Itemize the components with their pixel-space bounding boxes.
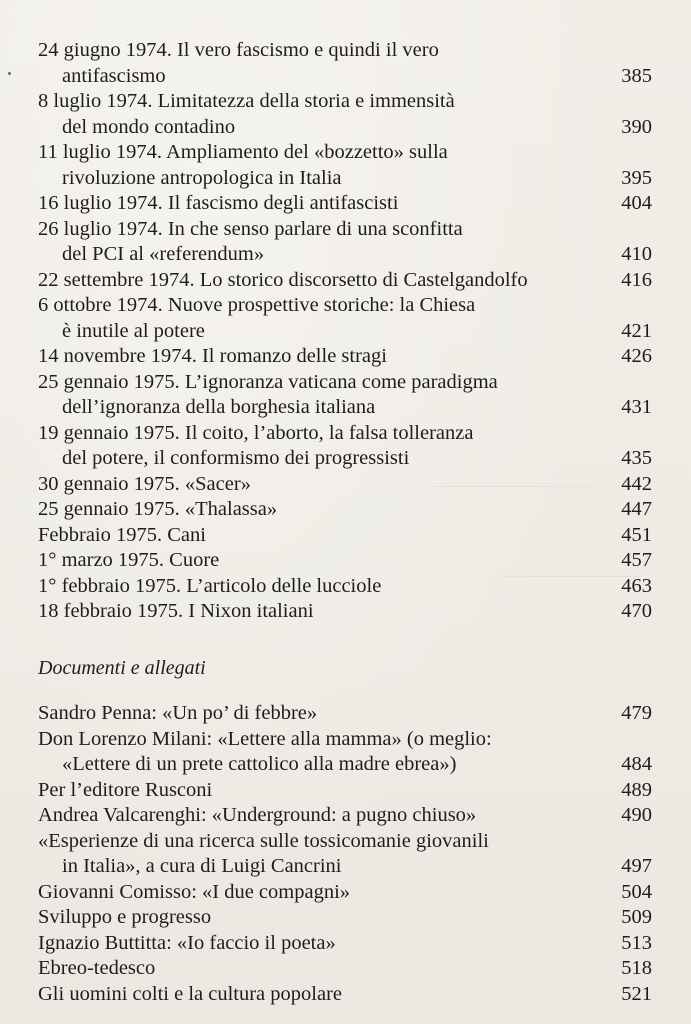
toc-entry-line xyxy=(38,829,652,855)
entry-title: Gli uomini colti e la cultura popolare xyxy=(38,982,342,1005)
toc-entry xyxy=(38,370,652,421)
toc-entry-line xyxy=(38,701,652,727)
toc-entry-line xyxy=(38,370,652,396)
toc-entry xyxy=(38,727,652,778)
toc-entry xyxy=(38,344,652,370)
page-number: 484 xyxy=(621,753,652,775)
toc-entry-line xyxy=(38,727,652,753)
page-number: 513 xyxy=(621,931,652,954)
entry-title: 25 gennaio 1975. L’ignoranza vaticana come paradigma xyxy=(38,370,498,393)
toc-entry-line xyxy=(38,778,652,804)
toc-entry xyxy=(38,956,652,982)
entry-title: «Lettere di un prete cattolico alla madre ebrea») xyxy=(62,753,457,775)
toc-entry xyxy=(38,140,652,191)
toc-entry-line xyxy=(38,752,652,778)
toc-entry-line xyxy=(38,982,652,1008)
toc-entry-line xyxy=(38,242,652,268)
toc-entry xyxy=(38,778,652,804)
toc-entry-line xyxy=(38,268,652,294)
toc-entry-line xyxy=(38,523,652,549)
page-number: 489 xyxy=(621,778,652,801)
toc-entry-line xyxy=(38,217,652,243)
page-number: 426 xyxy=(621,345,652,367)
toc-entry-line xyxy=(38,115,652,141)
entry-title: Don Lorenzo Milani: «Lettere alla mamma» (o meglio: xyxy=(38,727,492,750)
entry-title: 16 luglio 1974. Il fascismo degli antifascisti xyxy=(38,192,399,214)
toc-entry xyxy=(38,599,652,625)
entry-title: Febbraio 1975. Cani xyxy=(38,523,206,546)
toc-entry-line xyxy=(38,421,652,447)
page-number: 521 xyxy=(621,982,652,1005)
entry-title: è inutile al potere xyxy=(62,319,205,342)
toc-entry xyxy=(38,574,652,600)
page-number: 509 xyxy=(621,906,652,928)
toc-entry-line xyxy=(38,574,652,600)
toc-entry-line xyxy=(38,599,652,625)
toc-entry xyxy=(38,217,652,268)
toc-entry xyxy=(38,268,652,294)
entry-title: Sviluppo e progresso xyxy=(38,906,212,928)
entry-title: 25 gennaio 1975. «Thalassa» xyxy=(38,498,278,520)
toc-entry-line xyxy=(38,319,652,345)
entry-title: Andrea Valcarenghi: «Underground: a pugno chiuso» xyxy=(38,804,477,826)
entry-title: 22 settembre 1974. Lo storico discorsetto di Castelgandolfo xyxy=(38,268,528,291)
toc-entry-line xyxy=(38,191,652,217)
page-number: 463 xyxy=(621,574,652,597)
documents-list xyxy=(38,701,652,1007)
page-number: 497 xyxy=(621,855,652,877)
margin-mark xyxy=(8,72,11,75)
toc-entry-line xyxy=(38,395,652,421)
page-number: 442 xyxy=(621,472,652,495)
toc-entry-line xyxy=(38,880,652,906)
toc-entry xyxy=(38,523,652,549)
entry-title: del mondo contadino xyxy=(62,115,236,138)
page-number: 490 xyxy=(621,804,652,826)
toc-entry-line xyxy=(38,497,652,523)
entry-title: Sandro Penna: «Un po’ di febbre» xyxy=(38,702,318,724)
entry-title: 1° marzo 1975. Cuore xyxy=(38,549,220,571)
toc-entry xyxy=(38,421,652,472)
entry-title: rivoluzione antropologica in Italia xyxy=(62,166,342,189)
toc-entry xyxy=(38,497,652,523)
page-number: 404 xyxy=(621,192,652,214)
entry-title: 24 giugno 1974. Il vero fascismo e quindi il vero xyxy=(38,39,439,61)
toc-entry xyxy=(38,191,652,217)
toc-entry xyxy=(38,982,652,1008)
toc-entry-line xyxy=(38,344,652,370)
toc-entry-line xyxy=(38,166,652,192)
section-heading: Documenti e allegati xyxy=(38,657,206,679)
toc-entry-line xyxy=(38,803,652,829)
page-number: 395 xyxy=(621,166,652,189)
page-number: 390 xyxy=(621,115,652,138)
toc-entry xyxy=(38,89,652,140)
entry-title: in Italia», a cura di Luigi Cancrini xyxy=(62,855,342,877)
entry-title: 1° febbraio 1975. L’articolo delle lucciole xyxy=(38,574,382,597)
toc-entry-line xyxy=(38,38,652,64)
toc-entry xyxy=(38,472,652,498)
toc-entry-line xyxy=(38,905,652,931)
toc-entry xyxy=(38,905,652,931)
page-number: 447 xyxy=(621,498,652,520)
toc-entry-line xyxy=(38,64,652,90)
entry-title: Ignazio Buttitta: «Io faccio il poeta» xyxy=(38,931,336,954)
toc-entry xyxy=(38,829,652,880)
page-number: 410 xyxy=(621,243,652,265)
toc-entry-line xyxy=(38,854,652,880)
toc-entry-line xyxy=(38,956,652,982)
toc-entry-line xyxy=(38,548,652,574)
toc-entry-line xyxy=(38,140,652,166)
page-number: 451 xyxy=(621,523,652,546)
page-number: 435 xyxy=(621,447,652,469)
toc-entry xyxy=(38,701,652,727)
toc-entry xyxy=(38,548,652,574)
entry-title: dell’ignoranza della borghesia italiana xyxy=(62,396,376,418)
entry-title: 14 novembre 1974. Il romanzo delle stragi xyxy=(38,345,387,367)
page-number: 431 xyxy=(621,396,652,418)
page-number: 504 xyxy=(621,880,652,903)
entry-title: «Esperienze di una ricerca sulle tossicomanie giovanili xyxy=(38,829,489,852)
entry-title: 11 luglio 1974. Ampliamento del «bozzetto» sulla xyxy=(38,141,448,163)
toc-entry xyxy=(38,803,652,829)
table-of-contents xyxy=(38,38,652,625)
toc-entry xyxy=(38,293,652,344)
entry-title: Ebreo-tedesco xyxy=(38,957,156,979)
entry-title: 19 gennaio 1975. Il coito, l’aborto, la falsa tolleranza xyxy=(38,421,474,444)
toc-entry-line xyxy=(38,89,652,115)
page-number: 416 xyxy=(621,268,652,291)
entry-title: 26 luglio 1974. In che senso parlare di una sconfitta xyxy=(38,217,463,240)
page-number: 385 xyxy=(621,64,652,87)
entry-title: del potere, il conformismo dei progressisti xyxy=(62,447,410,469)
entry-title: 6 ottobre 1974. Nuove prospettive storiche: la Chiesa xyxy=(38,294,476,316)
entry-title: 8 luglio 1974. Limitatezza della storia e immensità xyxy=(38,90,455,112)
page-number: 421 xyxy=(621,319,652,342)
entry-title: 30 gennaio 1975. «Sacer» xyxy=(38,472,251,495)
toc-entry-line xyxy=(38,446,652,472)
toc-entry xyxy=(38,880,652,906)
toc-entry-line xyxy=(38,931,652,957)
toc-entry-line xyxy=(38,472,652,498)
page-number: 479 xyxy=(621,702,652,724)
entry-title: antifascismo xyxy=(62,64,166,87)
toc-entry-line xyxy=(38,293,652,319)
entry-title: 18 febbraio 1975. I Nixon italiani xyxy=(38,600,314,622)
page-number: 457 xyxy=(621,549,652,571)
entry-title: Giovanni Comisso: «I due compagni» xyxy=(38,880,351,903)
entry-title: Per l’editore Rusconi xyxy=(38,778,213,801)
toc-entry xyxy=(38,931,652,957)
toc-entry xyxy=(38,38,652,89)
page-number: 470 xyxy=(621,600,652,622)
page-number: 518 xyxy=(621,957,652,979)
entry-title: del PCI al «referendum» xyxy=(62,243,265,265)
